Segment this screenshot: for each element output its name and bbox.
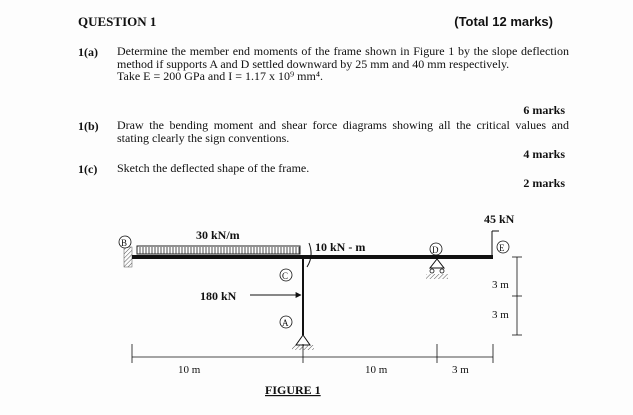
udl-load [137, 246, 300, 254]
moment-label: 10 kN - m [315, 240, 366, 254]
part-text-1c: Sketch the deflected shape of the frame. [117, 161, 310, 175]
figure-caption: FIGURE 1 [265, 383, 321, 397]
svg-text:B: B [121, 238, 128, 248]
dim-span-de: 3 m [452, 364, 469, 376]
part-1a-given: Take E = 200 GPa and I = 1.17 x 10⁹ mm⁴. [117, 69, 324, 83]
part-1a-body: Determine the member end moments of the frame shown in Figure 1 by the slope deflection method if supports A and D settled downward by 25 mm and 40 mm respectively. [117, 44, 569, 71]
node-b-label [119, 236, 131, 248]
point-load-arrow [492, 231, 499, 255]
roller-support-d [426, 259, 448, 279]
horizontal-load-label: 180 kN [200, 289, 237, 303]
question-total-marks: (Total 12 marks) [454, 14, 553, 29]
vertical-dimension [512, 257, 522, 335]
question-title: QUESTION 1 [78, 14, 157, 29]
part-number-1b: 1(b) [78, 119, 99, 133]
part-number-1c: 1(c) [78, 162, 98, 176]
dim-span-cd: 10 m [365, 364, 388, 376]
marks-1c: 2 marks [523, 176, 565, 190]
node-a-label [280, 316, 292, 328]
node-d-label [430, 243, 442, 255]
part-text-1b: Draw the bending moment and shear force diagrams showing all the critical values and stating clearly the sign conventions. [117, 118, 569, 145]
marks-1a: 6 marks [523, 103, 565, 117]
dim-height-lower: 3 m [492, 309, 509, 321]
fixed-support-b [124, 247, 132, 267]
udl-label: 30 kN/m [196, 228, 240, 242]
point-load-label: 45 kN [484, 212, 515, 226]
dim-height-upper: 3 m [492, 279, 509, 291]
node-c-label [280, 269, 292, 281]
svg-text:C: C [282, 271, 289, 281]
svg-text:A: A [282, 318, 289, 328]
svg-text:D: D [432, 245, 439, 255]
part-number-1a: 1(a) [78, 45, 98, 59]
dim-span-bc: 10 m [178, 364, 201, 376]
marks-1b: 4 marks [523, 147, 565, 161]
node-e-label [497, 241, 509, 253]
svg-text:E: E [499, 243, 505, 253]
